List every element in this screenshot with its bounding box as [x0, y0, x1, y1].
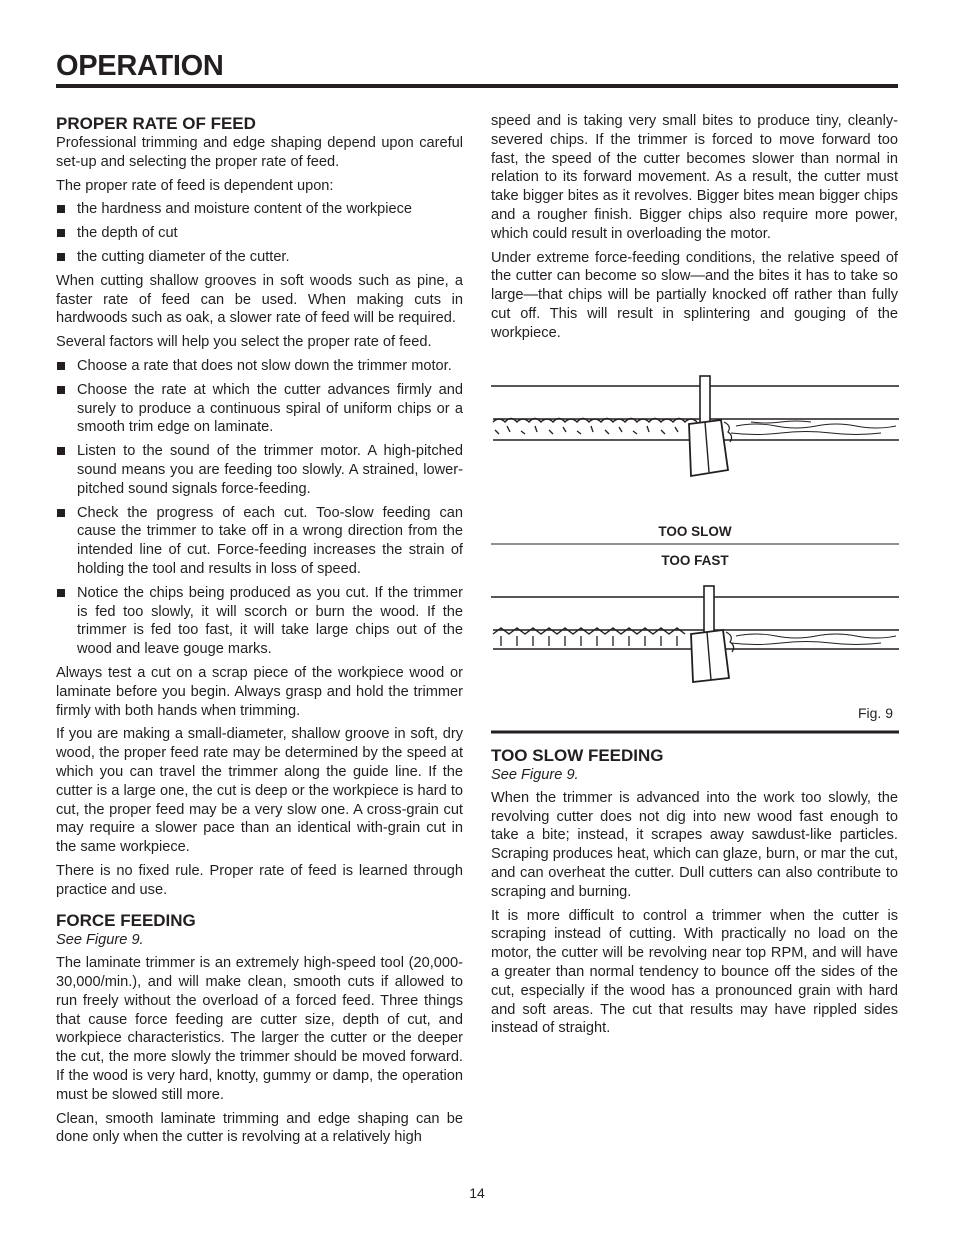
- page-title: OPERATION: [56, 50, 224, 82]
- paragraph: Under extreme force-feeding conditions, the relative speed of the cutter can become so slow—and the bites it has to take so large—that chips will be partially knocked off rather than fully cut off. This will result in splintering and gouging of the workpiece.: [491, 249, 898, 341]
- paragraph: Professional trimming and edge shaping depend upon careful set-up and selecting the proper rate of feed.: [56, 135, 463, 170]
- too-slow-label: TOO SLOW: [658, 524, 732, 539]
- list-item: Check the progress of each cut. Too-slow feeding can cause the trimmer to take off in a wrong direction from the intended line of cut. Force-feeding increases the strain of holding the tool and results in loss of speed.: [56, 504, 463, 579]
- feed-rate-illustration: [491, 360, 899, 735]
- left-column: [56, 114, 463, 1152]
- paragraph: When cutting shallow grooves in soft woods such as pine, a faster rate of feed can be used. When making cuts in hardwoods such as oak, a slower rate of feed will be required.: [56, 272, 463, 327]
- paragraph: If you are making a small-diameter, shallow groove in soft, dry wood, the proper feed rate may be determined by the speed at which you can travel the trimmer along the guide line. If the cutter is a large one, the cut is deep or the workpiece is hard to cut, the proper feed may be a very slow one. A cross-grain cut may require a slower pace than an identical with-grain cut in the same workpiece.: [56, 726, 463, 856]
- too-slow-illustration: [491, 376, 899, 476]
- figure-caption: Fig. 9: [857, 705, 893, 721]
- list-item: the cutting diameter of the cutter.: [56, 248, 463, 267]
- list-item: the hardness and moisture content of the workpiece: [56, 200, 463, 219]
- paragraph: The proper rate of feed is dependent upon:: [56, 177, 334, 194]
- see-figure: See Figure 9.: [491, 767, 579, 783]
- paragraph: Always test a cut on a scrap piece of the workpiece wood or laminate before you begin. Always grasp and hold the trimmer firmly with both hands when trimming.: [56, 664, 463, 719]
- factor-list: [56, 357, 463, 659]
- paragraph: It is more difficult to control a trimmer when the cutter is scraping instead of cutting. With practically no load on the motor, the cutter will be revolving near top RPM, and will have a greater than normal tendency to bounce off the sides of the cut, especially if the wood has a pronounced grain with hard and soft areas. The cut that results may have rippled sides instead of straight.: [491, 907, 898, 1037]
- see-figure: See Figure 9.: [56, 932, 144, 949]
- right-column: [491, 112, 898, 348]
- proper-rate-heading: PROPER RATE OF FEED: [56, 114, 256, 133]
- dependency-list: [56, 200, 463, 266]
- paragraph: When the trimmer is advanced into the work too slowly, the revolving cutter does not dig into new wood fast enough to take a bite; instead, it scrapes away sawdust-like particles. Scraping produces heat, which can glaze, burn, or mar the cut, and can overheat the cutter. Dull cutters can also contribute to scraping and burning.: [491, 789, 898, 900]
- force-feeding-heading: FORCE FEEDING: [56, 911, 196, 931]
- figure-9: [491, 360, 899, 735]
- paragraph: Several factors will help you select the proper rate of feed.: [56, 334, 432, 351]
- page-number: 14: [469, 1185, 485, 1201]
- paragraph: Clean, smooth laminate trimming and edge shaping can be done only when the cutter is revolving at a relatively high: [56, 1110, 463, 1146]
- list-item: Notice the chips being produced as you cut. If the trimmer is fed too slowly, it will scorch or burn the wood. If the trimmer is fed too fast, it will take large chips out of the wood and leave gouge marks.: [56, 584, 463, 659]
- list-item: Choose the rate at which the cutter advances firmly and surely to produce a continuous spiral of uniform chips or a smooth trim edge on laminate.: [56, 381, 463, 437]
- paragraph: The laminate trimmer is an extremely high-speed tool (20,000-30,000/min.), and will make clean, smooth cuts if allowed to run freely without the overload of a forced feed. Three things that cause force feeding are cutter size, depth of cut, and workpiece characteristics. The larger the cutter or the deeper the cut, the more slowly the trimmer should be moved forward. If the wood is very hard, knotty, gummy or damp, the operation must be slowed still more.: [56, 955, 463, 1103]
- too-slow-section: [491, 746, 898, 1043]
- paragraph: speed and is taking very small bites to produce tiny, cleanly-severed chips. If the trimmer is forced to move forward too fast, the speed of the cutter becomes slower than normal in relation to its forward movement. As a result, the cutter must take bigger bites as it revolves. Bigger bites mean bigger chips and a rougher finish. Bigger chips also require more power, which could result in overloading the motor.: [491, 113, 898, 242]
- too-fast-illustration: [491, 586, 899, 682]
- list-item: the depth of cut: [56, 224, 463, 243]
- list-item: Listen to the sound of the trimmer motor. A high-pitched sound means you are feeding too slowly. A strained, lower-pitched sound signals force-feeding.: [56, 442, 463, 498]
- too-slow-heading: TOO SLOW FEEDING: [491, 746, 664, 765]
- too-fast-label: TOO FAST: [661, 553, 729, 568]
- paragraph: There is no fixed rule. Proper rate of feed is learned through practice and use.: [56, 862, 463, 898]
- title-rule: [56, 84, 898, 88]
- list-item: Choose a rate that does not slow down the trimmer motor.: [56, 357, 463, 376]
